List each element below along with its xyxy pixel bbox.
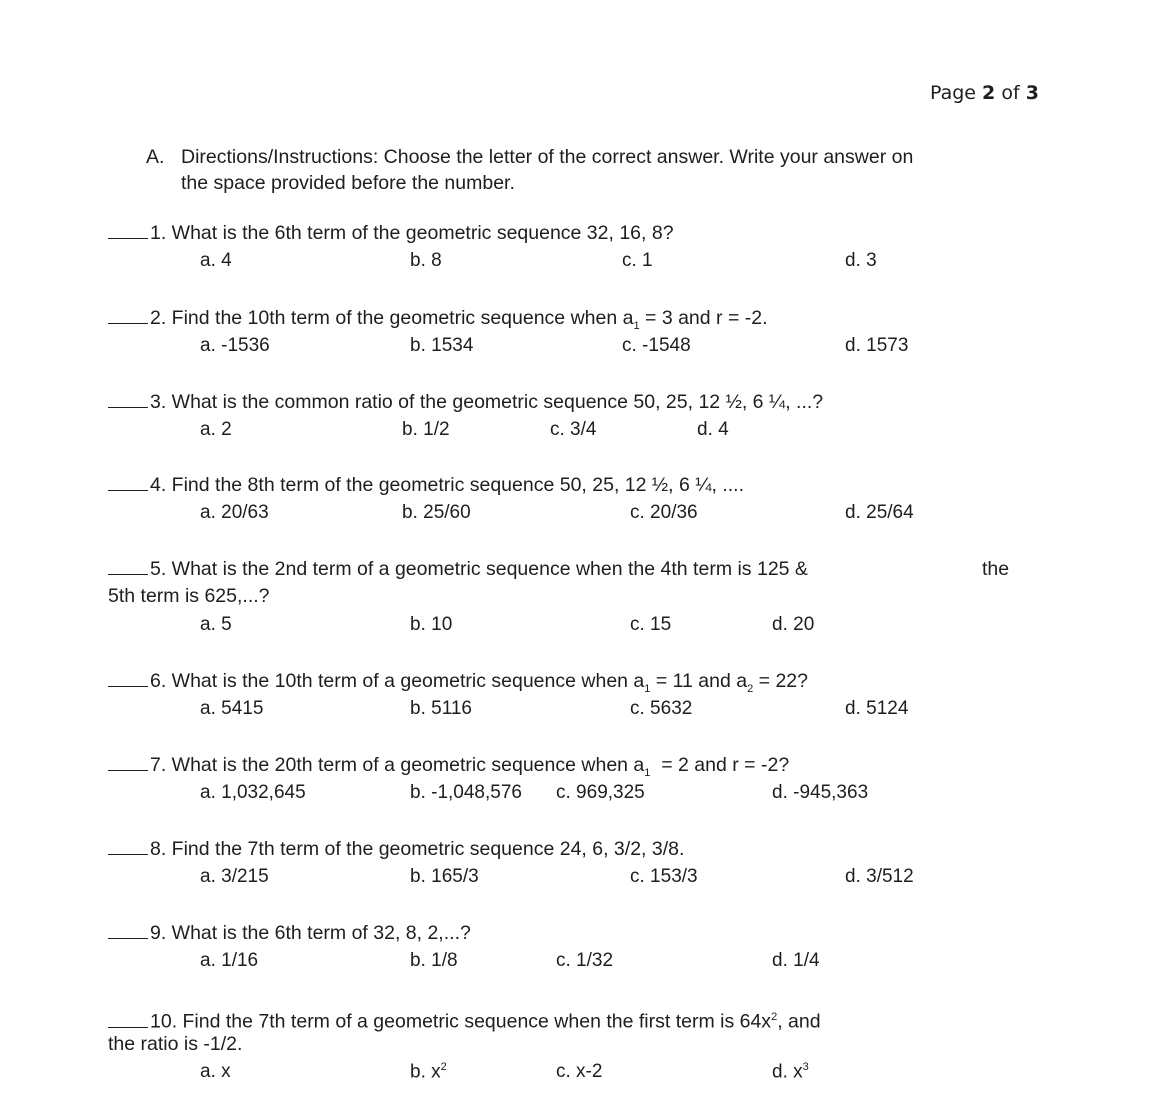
option-6b: b. 5116 xyxy=(410,698,472,719)
option-1b: b. 8 xyxy=(410,250,442,271)
answer-blank-7[interactable] xyxy=(108,754,148,771)
option-7a: a. 1,032,645 xyxy=(200,782,306,803)
directions-line-1: Directions/Instructions: Choose the letter of the correct answer. Write your answer on xyxy=(181,146,914,168)
option-5c: c. 15 xyxy=(630,614,672,635)
question-8 xyxy=(108,836,684,862)
question-text: , and xyxy=(777,1010,821,1033)
page-prefix: Page xyxy=(930,82,983,104)
option-6c: c. 5632 xyxy=(630,698,693,719)
page-number xyxy=(930,82,1039,104)
question-text: = 3 and r = -2. xyxy=(639,307,768,329)
question-text: 9. What is the 6th term of 32, 8, 2,...? xyxy=(150,922,471,944)
option-10a: a. x xyxy=(200,1061,231,1082)
answer-blank-1[interactable] xyxy=(108,222,148,239)
option-2a: a. -1536 xyxy=(200,335,270,356)
superscript: 2 xyxy=(440,1061,447,1073)
option-9d: d. 1/4 xyxy=(772,950,820,971)
subscript: 1 xyxy=(633,319,640,332)
option-3c: c. 3/4 xyxy=(550,419,597,440)
option-8b: b. 165/3 xyxy=(410,866,479,887)
question-3 xyxy=(108,389,823,415)
question-9 xyxy=(108,920,471,946)
option-2c: c. -1548 xyxy=(622,335,691,356)
question-text: 7. What is the 20th term of a geometric sequence when a xyxy=(150,754,645,776)
subscript: 1 xyxy=(644,682,651,695)
option-1c: c. 1 xyxy=(622,250,653,271)
option-4b: b. 25/60 xyxy=(402,502,471,523)
question-10 xyxy=(108,1004,821,1035)
page-middle: of xyxy=(995,82,1026,104)
question-5-line-2: 5th term is 625,...? xyxy=(108,585,270,607)
option-text: d. x xyxy=(772,1061,803,1083)
option-5a: a. 5 xyxy=(200,614,232,635)
question-7 xyxy=(108,752,789,786)
option-5d: d. 20 xyxy=(772,614,815,635)
question-5-tail: the xyxy=(982,558,1010,580)
option-2d: d. 1573 xyxy=(845,335,909,356)
question-4 xyxy=(108,472,744,498)
directions-line-2: the space provided before the number. xyxy=(181,172,515,194)
option-10c: c. x-2 xyxy=(556,1061,603,1082)
question-text: 10. Find the 7th term of a geometric sequence when the first term is 64x xyxy=(150,1010,772,1033)
question-text: 3. What is the common ratio of the geometric sequence 50, 25, 12 ½, 6 ¼, ...? xyxy=(150,391,824,413)
option-1a: a. 4 xyxy=(200,250,232,271)
option-text: b. x xyxy=(410,1061,441,1083)
option-5b: b. 10 xyxy=(410,614,453,635)
subscript: 1 xyxy=(644,766,651,779)
page-current: 2 xyxy=(982,82,996,104)
question-text: 5. What is the 2nd term of a geometric sequence when the 4th term is 125 & xyxy=(150,558,808,580)
answer-blank-5[interactable] xyxy=(108,558,148,575)
answer-blank-8[interactable] xyxy=(108,838,148,855)
question-5 xyxy=(108,556,808,582)
option-3a: a. 2 xyxy=(200,419,232,440)
answer-blank-6[interactable] xyxy=(108,670,148,687)
question-text: 1. What is the 6th term of the geometric sequence 32, 16, 8? xyxy=(150,222,674,244)
question-text: 6. What is the 10th term of a geometric sequence when a xyxy=(150,670,645,692)
option-8d: d. 3/512 xyxy=(845,866,914,887)
option-3d: d. 4 xyxy=(697,419,729,440)
option-9a: a. 1/16 xyxy=(200,950,259,971)
directions-letter: A. xyxy=(146,146,165,168)
question-2 xyxy=(108,305,768,339)
option-7c: c. 969,325 xyxy=(556,782,645,803)
question-text: = 22? xyxy=(753,670,808,692)
question-6 xyxy=(108,668,808,702)
option-9b: b. 1/8 xyxy=(410,950,458,971)
question-text: 2. Find the 10th term of the geometric sequence when a xyxy=(150,307,634,329)
question-text: 8. Find the 7th term of the geometric sequence 24, 6, 3/2, 3/8. xyxy=(150,838,685,860)
option-4d: d. 25/64 xyxy=(845,502,914,523)
superscript: 3 xyxy=(802,1061,809,1073)
question-text: = 11 and a xyxy=(650,670,748,692)
answer-blank-4[interactable] xyxy=(108,474,148,491)
question-1 xyxy=(108,220,674,246)
option-7b: b. -1,048,576 xyxy=(410,782,522,803)
option-8c: c. 153/3 xyxy=(630,866,698,887)
answer-blank-9[interactable] xyxy=(108,922,148,939)
option-1d: d. 3 xyxy=(845,250,877,271)
page-total: 3 xyxy=(1025,82,1039,104)
option-3b: b. 1/2 xyxy=(402,419,450,440)
option-7d: d. -945,363 xyxy=(772,782,869,803)
option-8a: a. 3/215 xyxy=(200,866,269,887)
option-4c: c. 20/36 xyxy=(630,502,698,523)
question-text: 4. Find the 8th term of the geometric sequence 50, 25, 12 ½, 6 ¼, .... xyxy=(150,474,745,496)
option-4a: a. 20/63 xyxy=(200,502,269,523)
option-10d xyxy=(772,1061,809,1083)
answer-blank-3[interactable] xyxy=(108,391,148,408)
answer-blank-2[interactable] xyxy=(108,307,148,324)
option-6a: a. 5415 xyxy=(200,698,264,719)
option-9c: c. 1/32 xyxy=(556,950,614,971)
option-10b xyxy=(410,1061,447,1083)
question-10-line-2: the ratio is -1/2. xyxy=(108,1033,243,1055)
answer-blank-10[interactable] xyxy=(108,1011,148,1028)
superscript: 2 xyxy=(771,1011,778,1023)
option-6d: d. 5124 xyxy=(845,698,909,719)
question-text: = 2 and r = -2? xyxy=(650,754,790,776)
option-2b: b. 1534 xyxy=(410,335,474,356)
subscript: 2 xyxy=(747,682,754,695)
